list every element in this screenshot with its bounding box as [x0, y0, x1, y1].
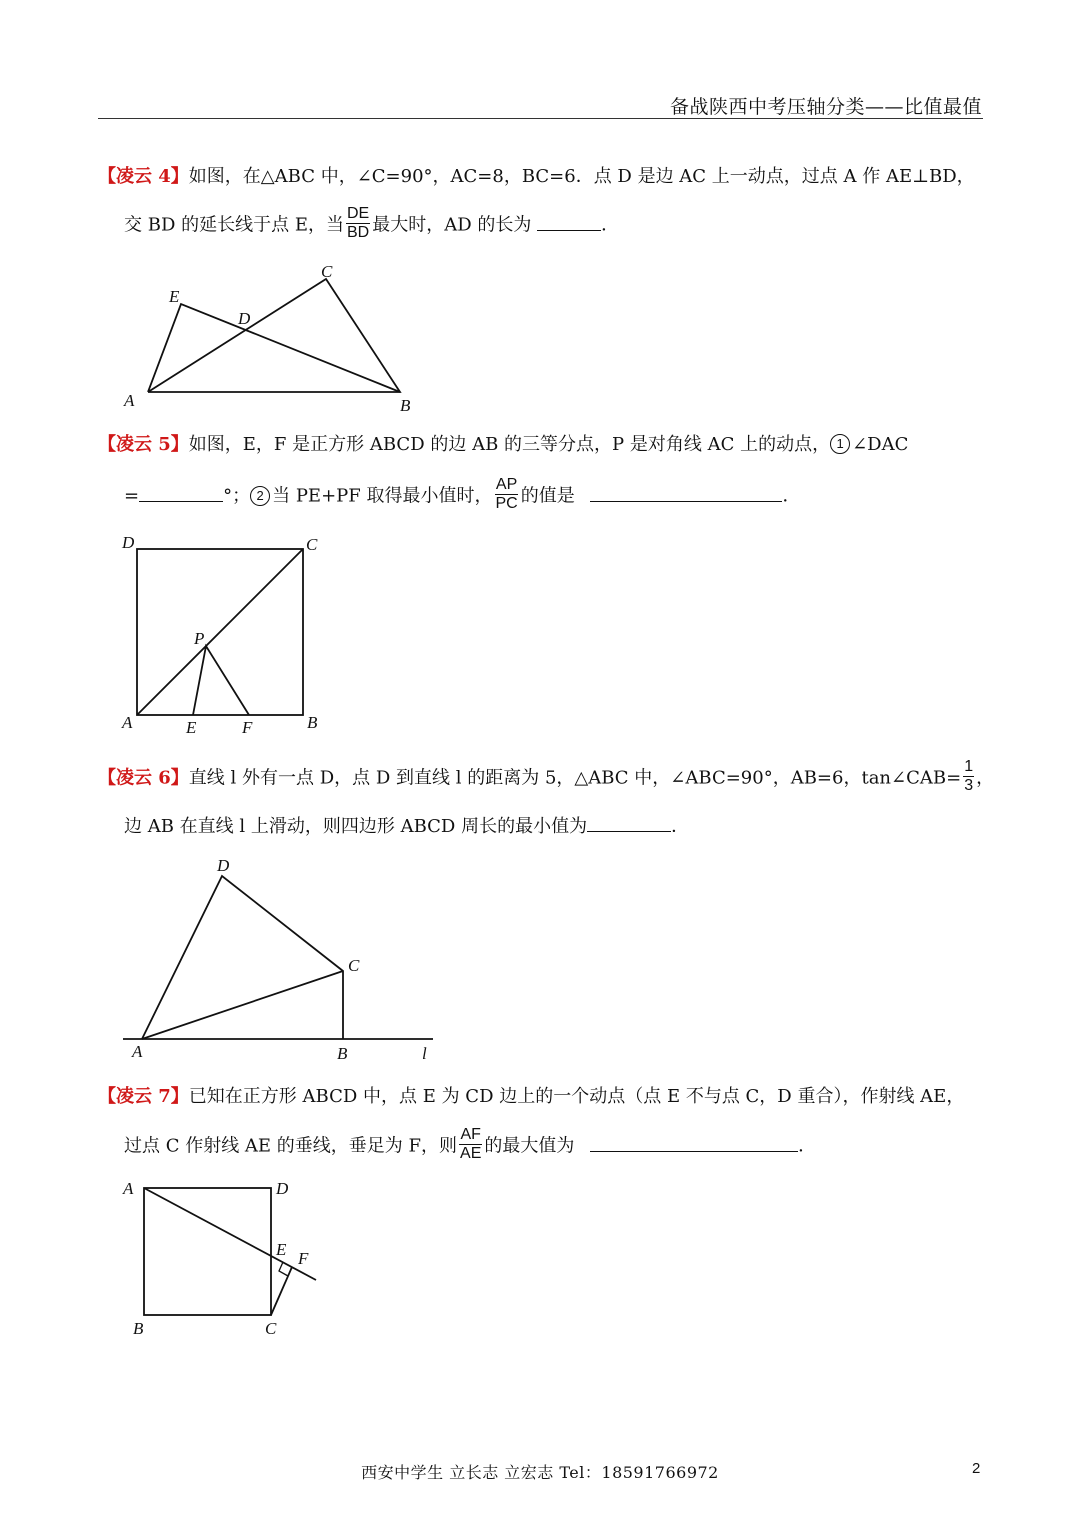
problem-7-text-1: 已知在正方形 ABCD 中，点 E 为 CD 边上的一个动点（点 E 不与点 C，D 重合），作射线 AE， — [188, 1086, 965, 1107]
footer-text: 西安中学生 立长志 立宏志 Tel：18591766972 — [361, 1463, 719, 1482]
problem-6-frac-den: 3 — [964, 777, 974, 794]
problem-6-frac-num: 1 — [964, 758, 974, 775]
label-c: C — [265, 1319, 277, 1338]
label-f: F — [242, 718, 253, 737]
page-number: 2 — [972, 1460, 981, 1477]
problem-4-tag: 【凌云 4】 — [98, 166, 189, 187]
circled-number-1: 1 — [830, 434, 850, 454]
label-a: A — [123, 1179, 134, 1198]
problem-5-tag: 【凌云 5】 — [98, 434, 189, 455]
problem-4-figure — [110, 258, 430, 418]
triangle-abc — [148, 279, 400, 392]
problem-5-text-1: 如图，E，F 是正方形 ABCD 的边 AB 的三等分点，P 是对角线 AC 上的动点， — [188, 434, 831, 455]
problem-5-text-1-end: ∠DAC — [852, 434, 909, 455]
problem-7-tag: 【凌云 7】 — [98, 1086, 189, 1107]
quadrilateral-sides — [142, 876, 343, 1039]
circled-number-2: 2 — [250, 486, 270, 506]
problem-5-text-2c: 的值是 — [520, 485, 575, 507]
ray-ae — [144, 1188, 316, 1280]
problem-5-line-2 — [124, 478, 800, 515]
problem-6-text-1: 直线 l 外有一点 D，点 D 到直线 l 的距离为 5，△ABC 中，∠ABC=90°，AB=6，tan∠CAB= — [188, 767, 962, 789]
problem-7-text-2a: 过点 C 作射线 AE 的垂线，垂足为 F，则 — [124, 1135, 458, 1157]
diagonal-ac — [137, 549, 303, 715]
label-d: D — [217, 856, 230, 875]
label-e: E — [169, 287, 180, 306]
segments-pe-pf — [193, 646, 249, 715]
label-l: l — [422, 1044, 427, 1063]
problem-6-end: ． — [671, 816, 690, 837]
problem-5-fraction — [494, 476, 518, 513]
problem-5-text-2b: 当 PE+PF 取得最小值时， — [272, 485, 493, 507]
problem-4-line-2 — [124, 207, 619, 244]
problem-6-tag: 【凌云 6】 — [98, 767, 189, 789]
header-divider — [98, 118, 983, 119]
segment-ac — [142, 971, 343, 1039]
header-title: 备战陕西中考压轴分类——比值最值 — [669, 96, 982, 118]
label-a: A — [124, 391, 135, 410]
label-c: C — [348, 956, 360, 975]
problem-7-frac-den: AE — [460, 1145, 482, 1162]
problem-7-end: ． — [798, 1135, 817, 1157]
problem-5-frac-den: PC — [495, 495, 518, 512]
label-b: B — [337, 1044, 348, 1063]
problem-7-line-2 — [124, 1128, 816, 1165]
problem-5-end: ． — [782, 485, 801, 507]
problem-4-answer-blank[interactable] — [537, 210, 601, 231]
square-abcd — [144, 1188, 271, 1315]
problem-6-figure — [115, 850, 440, 1065]
label-c: C — [306, 535, 318, 554]
problem-4-line-1 — [98, 162, 975, 192]
problem-6-fraction — [963, 758, 974, 795]
problem-7-fraction — [459, 1126, 482, 1163]
problem-7-figure — [115, 1170, 340, 1345]
problem-5-frac-num: AP — [495, 476, 518, 493]
problem-4-text-2a: 交 BD 的延长线于点 E，当 — [124, 214, 344, 236]
problem-4-frac-den: BD — [346, 224, 370, 241]
triangle-abe-lines — [148, 304, 400, 392]
label-e: E — [186, 718, 197, 737]
problem-6-line-1 — [98, 760, 994, 797]
problem-6-line-2 — [124, 811, 689, 842]
segment-cf — [271, 1267, 292, 1315]
problem-4-frac-num: DE — [346, 205, 370, 222]
problem-7-frac-num: AF — [460, 1126, 481, 1143]
problem-4-text-2b: 最大时，AD 的长为 — [372, 214, 532, 236]
label-c: C — [321, 262, 333, 281]
problem-7-text-2b: 的最大值为 — [484, 1135, 575, 1157]
problem-7-answer-blank[interactable] — [590, 1131, 798, 1152]
label-b: B — [133, 1319, 144, 1338]
problem-7-line-1 — [98, 1082, 964, 1112]
label-d: D — [238, 309, 251, 328]
problem-5-eq: = — [124, 485, 140, 507]
problem-5-deg: °； — [223, 485, 251, 507]
label-b: B — [307, 713, 318, 732]
problem-6-answer-blank[interactable] — [587, 811, 671, 832]
label-p: P — [194, 629, 205, 648]
label-b: B — [400, 396, 411, 415]
problem-4-text-1: 如图，在△ABC 中，∠C=90°，AC=8，BC=6．点 D 是边 AC 上一动点，过点 A 作 AE⊥BD， — [188, 166, 975, 187]
problem-5-line-1 — [98, 430, 908, 460]
problem-5-answer-blank-1[interactable] — [139, 481, 223, 502]
label-f: F — [298, 1249, 309, 1268]
problem-5-answer-blank-2[interactable] — [590, 481, 782, 502]
problem-5-figure — [110, 530, 340, 740]
problem-6-text-1-end: ， — [976, 767, 995, 789]
problem-4-end: ． — [601, 214, 620, 236]
label-a: A — [132, 1042, 143, 1061]
problem-4-fraction — [346, 205, 370, 242]
label-a: A — [122, 713, 133, 732]
problem-6-text-2: 边 AB 在直线 l 上滑动，则四边形 ABCD 周长的最小值为 — [124, 816, 588, 837]
label-d: D — [276, 1179, 289, 1198]
label-d: D — [122, 533, 135, 552]
label-e: E — [276, 1240, 287, 1259]
